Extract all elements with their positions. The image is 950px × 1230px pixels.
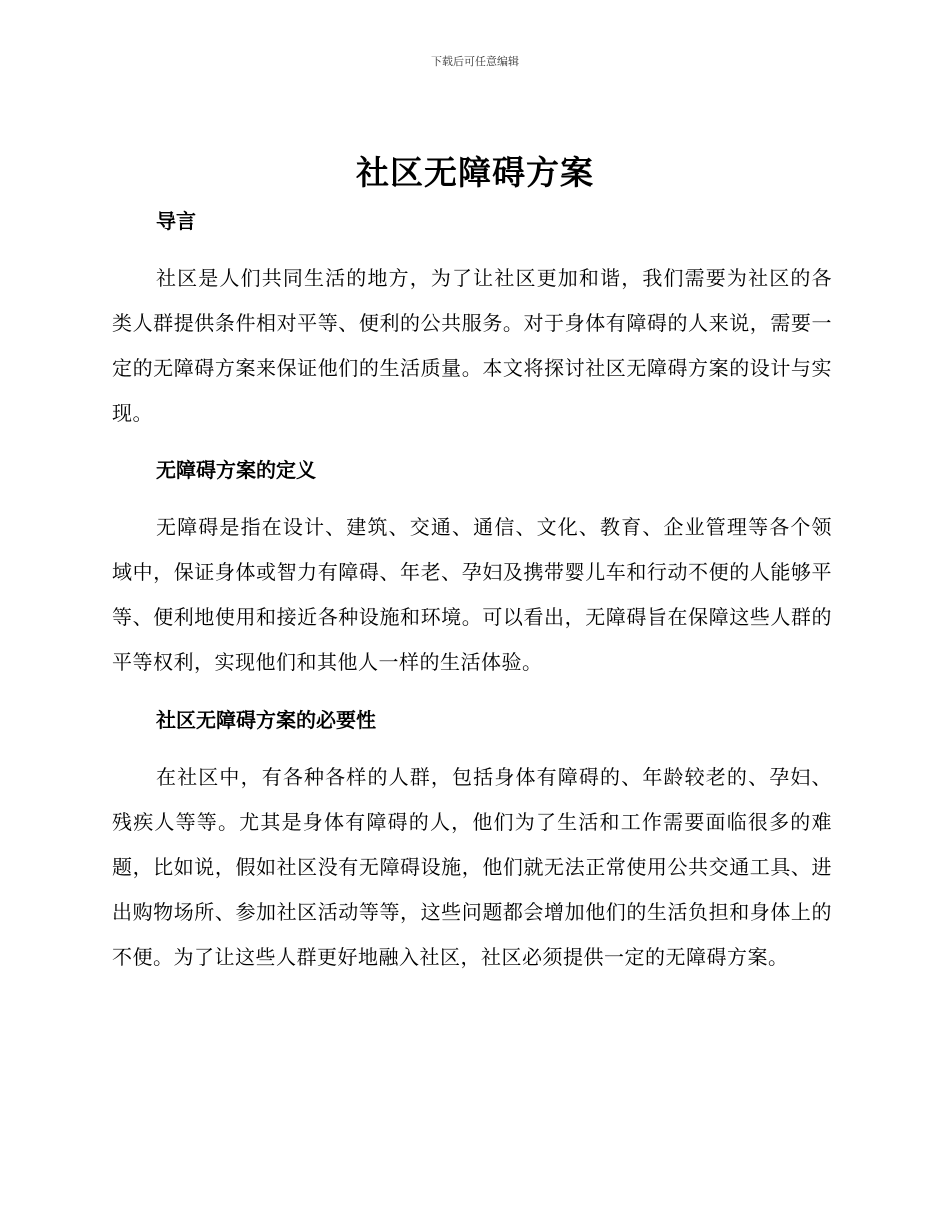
document-title: 社区无障碍方案 [356, 153, 594, 192]
section-paragraph-definition: 无障碍是指在设计、建筑、交通、通信、文化、教育、企业管理等各个领域中，保证身体或智力有障碍、年老、孕妇及携带婴儿车和行动不便的人能够平等、便利地使用和接近各种设施和环境。可以看出，无障碍旨在保障这些人群的平等权利，实现他们和其他人一样的生活体验。 [112, 515, 832, 674]
header-note: 下载后可任意编辑 [431, 55, 519, 68]
section-heading-definition: 无障碍方案的定义 [156, 458, 316, 482]
section-heading-necessity: 社区无障碍方案的必要性 [156, 708, 376, 732]
section-heading-introduction: 导言 [156, 209, 196, 233]
section-paragraph-necessity: 在社区中，有各种各样的人群，包括身体有障碍的、年龄较老的、孕妇、残疾人等等。尤其是身体有障碍的人，他们为了生活和工作需要面临很多的难题，比如说，假如社区没有无障碍设施，他们就无法正常使用公共交通工具、进出购物场所、参加社区活动等等，这些问题都会增加他们的生活负担和身体上的不便。为了让这些人群更好地融入社区，社区必须提供一定的无障碍方案。 [112, 765, 832, 969]
section-paragraph-introduction: 社区是人们共同生活的地方，为了让社区更加和谐，我们需要为社区的各类人群提供条件相对平等、便利的公共服务。对于身体有障碍的人来说，需要一定的无障碍方案来保证他们的生活质量。本文将探讨社区无障碍方案的设计与实现。 [112, 266, 832, 425]
